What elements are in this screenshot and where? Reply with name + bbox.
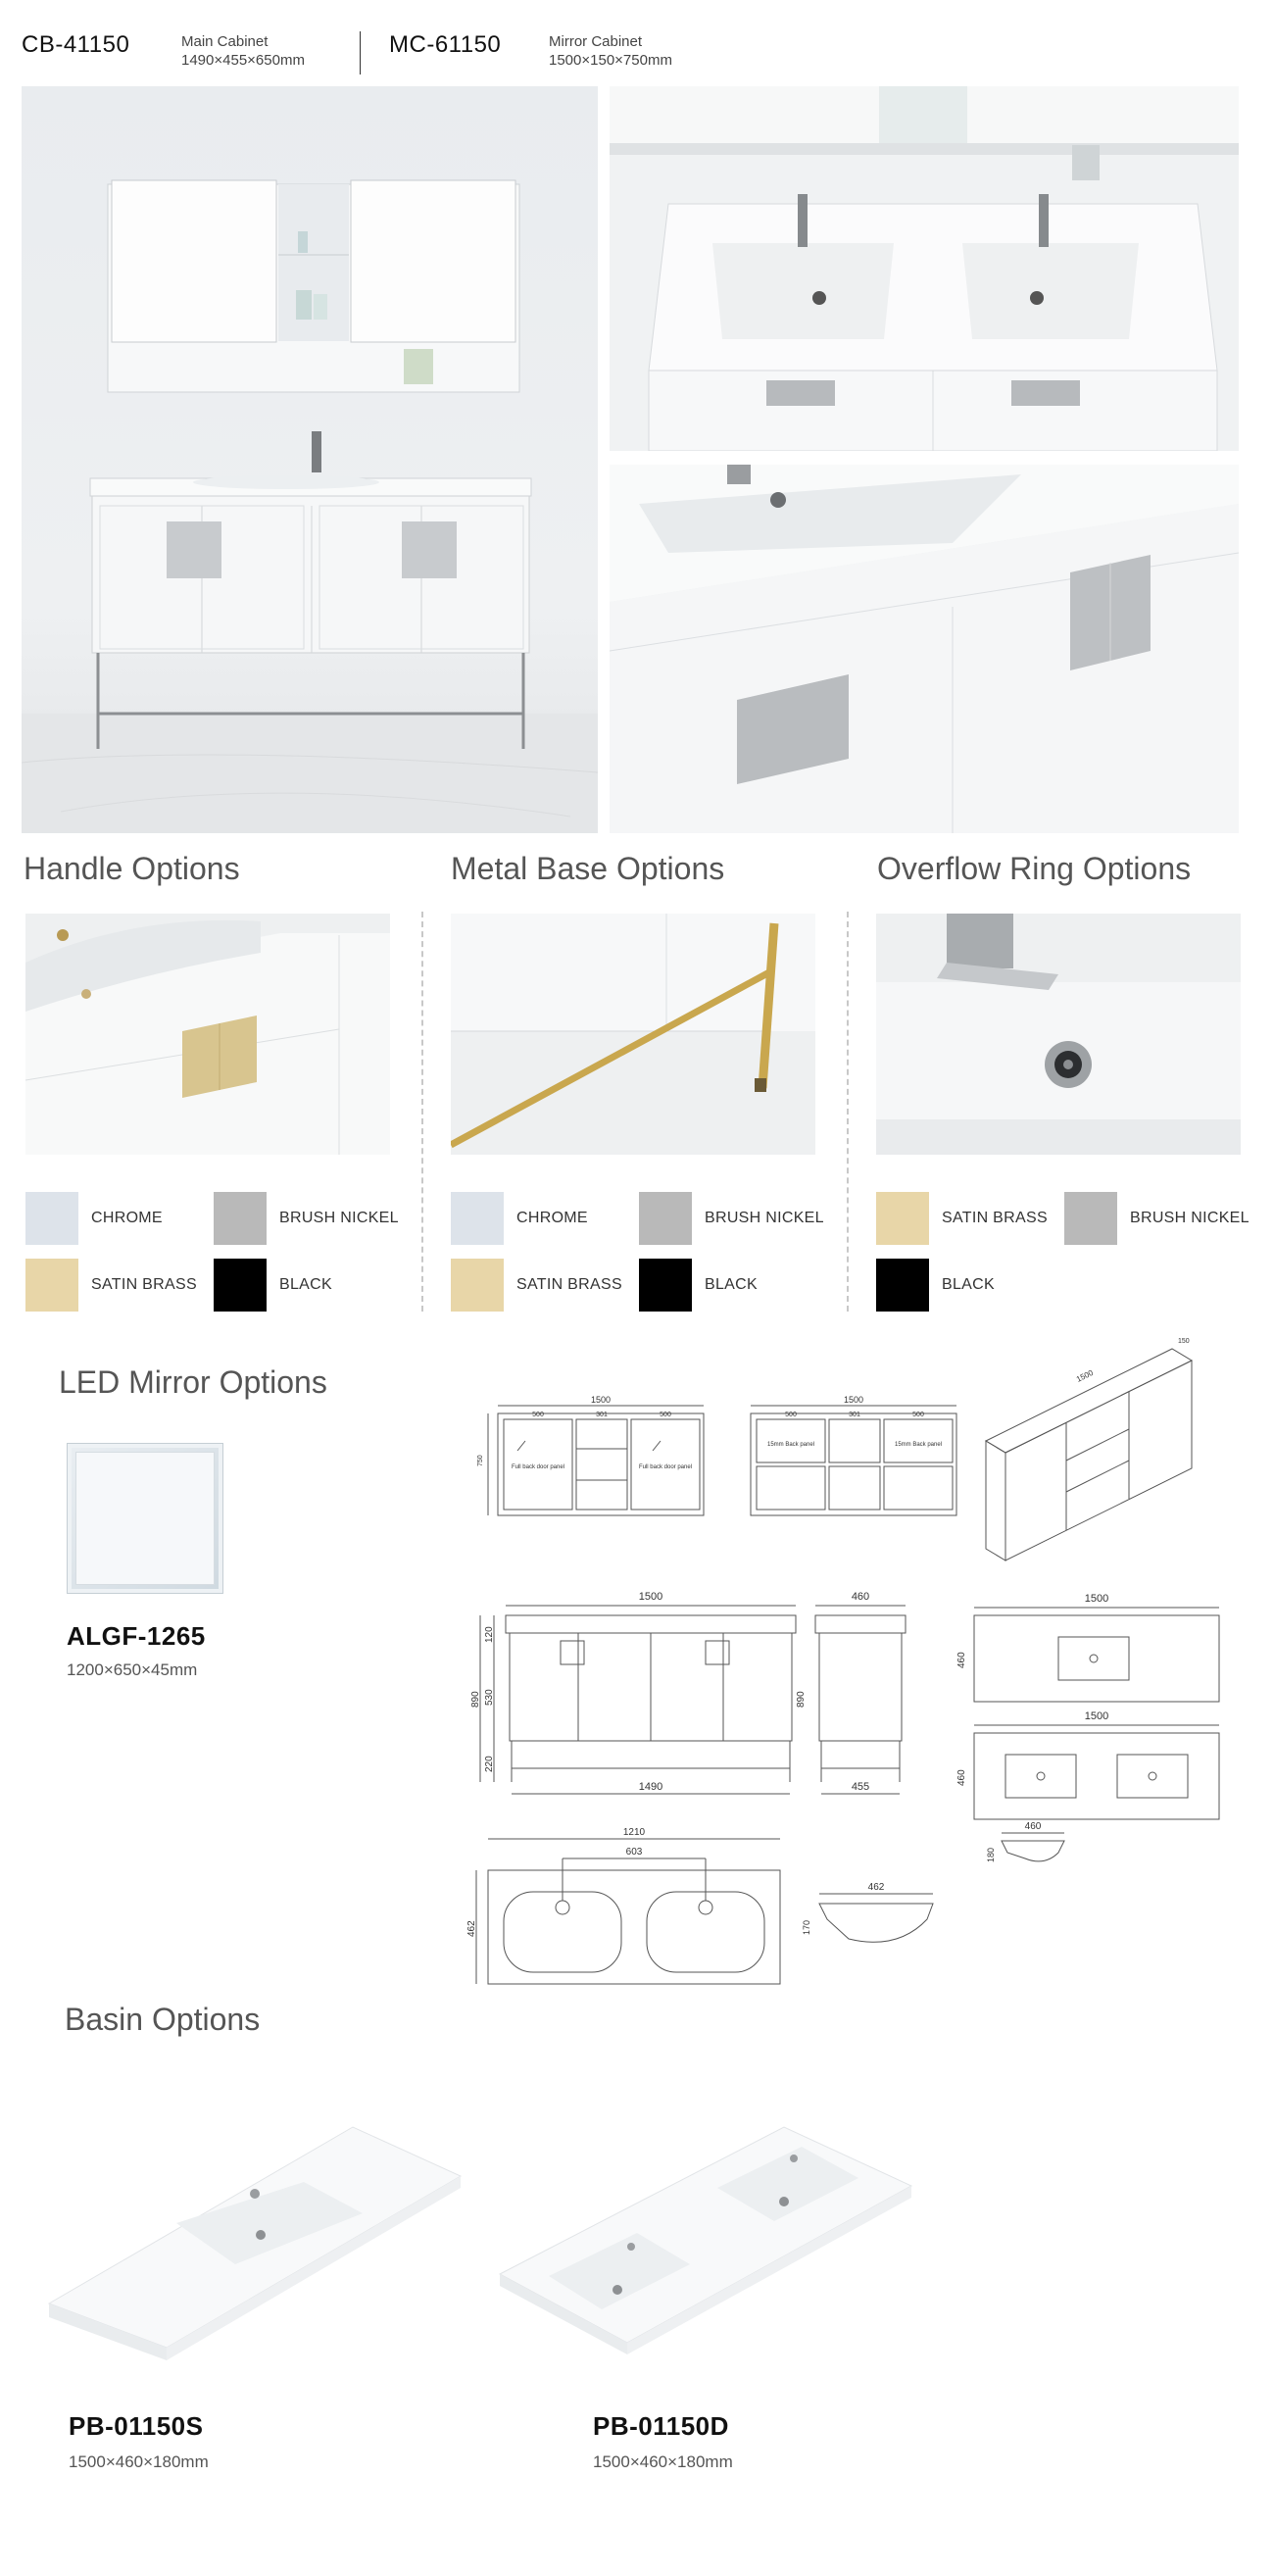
cabinet-spec — [181, 32, 305, 70]
overflow-option-photo — [876, 914, 1241, 1155]
mirror-back-width-right: 500 — [912, 1412, 924, 1418]
base-swatch-black-label: BLACK — [705, 1276, 758, 1293]
basin-double-image — [490, 2107, 921, 2372]
drawing-basin-section — [1002, 1833, 1064, 1861]
mirror-back-width-left: 500 — [785, 1412, 797, 1418]
handle-option-photo — [25, 914, 390, 1155]
handle-options-title: Handle Options — [24, 851, 240, 886]
mirror-panel-text-right: Full back door panel — [638, 1464, 693, 1470]
side-depth-top: 460 — [851, 1591, 870, 1603]
options-divider-1 — [421, 912, 423, 1312]
cabinet-height-bottom: 220 — [484, 1756, 495, 1772]
iso-width: 1500 — [1074, 1367, 1095, 1384]
basin-section-height: 180 — [986, 1847, 996, 1862]
handle-swatch-black-label: BLACK — [279, 1276, 332, 1293]
drawing-mirror-iso — [986, 1349, 1192, 1560]
cabinet-label: Main Cabinet — [181, 33, 269, 50]
mirror-dims: 1500×150×750mm — [549, 52, 672, 69]
brass-handle-illustration — [25, 914, 390, 1155]
basin-single-width: 1500 — [1084, 1593, 1109, 1605]
double-depth: 462 — [466, 1920, 477, 1937]
cabinet-code: CB-41150 — [22, 31, 130, 58]
drawing-double-bowl-top — [476, 1839, 780, 1984]
base-swatch-brush-nickel[interactable] — [639, 1192, 692, 1245]
side-height: 890 — [796, 1691, 807, 1708]
basin-options-title: Basin Options — [65, 2002, 261, 2037]
side-depth-bottom: 455 — [851, 1781, 870, 1793]
handle-swatch-brush-nickel-label: BRUSH NICKEL — [279, 1210, 399, 1226]
led-mirror-dims: 1200×650×45mm — [67, 1660, 198, 1679]
basin-single-depth: 460 — [956, 1652, 967, 1668]
drawing-basin-single-top — [974, 1608, 1219, 1702]
basin-single-dims: 1500×460×180mm — [69, 2452, 209, 2471]
technical-drawings — [466, 1304, 1250, 2002]
drawing-mirror-back — [751, 1406, 956, 1515]
double-basin-photo — [610, 86, 1239, 451]
handle-swatch-black[interactable] — [214, 1259, 267, 1312]
cabinet-top-width: 1500 — [638, 1591, 663, 1603]
mirror-spec — [549, 32, 672, 70]
base-options-title: Metal Base Options — [451, 851, 725, 886]
brass-base-illustration — [451, 914, 815, 1155]
overflow-swatch-satin-brass[interactable] — [876, 1192, 929, 1245]
mirror-front-width: 1500 — [590, 1395, 612, 1405]
handle-closeup-photo — [610, 465, 1239, 833]
header-divider — [360, 31, 361, 74]
double-basin-illustration — [610, 86, 1239, 451]
cabinet-dims: 1490×455×650mm — [181, 52, 305, 69]
base-option-photo — [451, 914, 815, 1155]
mirror-back-width-center: 301 — [849, 1412, 860, 1418]
led-mirror-model: ALGF-1265 — [67, 1621, 206, 1651]
base-swatch-satin-brass-label: SATIN BRASS — [516, 1276, 622, 1293]
mirror-side-height: 750 — [477, 1455, 484, 1466]
mirror-inner-width-right: 500 — [660, 1412, 671, 1418]
bowl-section-height: 170 — [802, 1919, 811, 1935]
handle-swatch-brush-nickel[interactable] — [214, 1192, 267, 1245]
drawing-cabinet-front — [480, 1606, 796, 1794]
cabinet-height-mid: 530 — [484, 1689, 495, 1706]
cabinet-total-height: 890 — [470, 1691, 481, 1708]
led-mirror-title: LED Mirror Options — [59, 1364, 327, 1400]
cabinet-height-top: 120 — [484, 1626, 495, 1643]
mirror-panel-text-left: Full back door panel — [511, 1464, 565, 1470]
basin-section-width: 460 — [1024, 1821, 1042, 1832]
drawing-bowl-section — [819, 1894, 933, 1942]
drawing-cabinet-side — [815, 1606, 906, 1794]
basin-double-depth: 460 — [956, 1769, 967, 1786]
base-swatch-chrome-label: CHROME — [516, 1210, 588, 1226]
overflow-swatch-brush-nickel-label: BRUSH NICKEL — [1130, 1210, 1250, 1226]
handle-swatch-chrome[interactable] — [25, 1192, 78, 1245]
mirror-code: MC-61150 — [389, 31, 502, 58]
handle-swatch-satin-brass[interactable] — [25, 1259, 78, 1312]
double-overall-width: 1210 — [622, 1827, 646, 1838]
mirror-inner-width-left: 500 — [532, 1412, 544, 1418]
overflow-swatch-black-label: BLACK — [942, 1276, 995, 1293]
cabinet-bottom-width: 1490 — [638, 1781, 663, 1793]
drawing-basin-double-top — [974, 1725, 1219, 1819]
basin-single-model: PB-01150S — [69, 2411, 204, 2441]
mirror-back-text-left: 15mm Back panel — [766, 1442, 815, 1448]
options-divider-2 — [847, 912, 849, 1312]
mirror-back-width: 1500 — [843, 1395, 864, 1405]
drawing-mirror-front — [488, 1406, 704, 1515]
handle-swatch-satin-brass-label: SATIN BRASS — [91, 1276, 197, 1293]
basin-single-image — [39, 2107, 470, 2372]
led-mirror-image — [67, 1443, 223, 1594]
basin-double-model: PB-01150D — [593, 2411, 729, 2441]
basin-double-width: 1500 — [1084, 1710, 1109, 1722]
mirror-inner-width-center: 301 — [596, 1412, 608, 1418]
cabinet-illustration — [22, 86, 598, 833]
overflow-swatch-brush-nickel[interactable] — [1064, 1192, 1117, 1245]
iso-depth: 150 — [1178, 1338, 1190, 1345]
mirror-label: Mirror Cabinet — [549, 33, 643, 50]
base-swatch-chrome[interactable] — [451, 1192, 504, 1245]
overflow-ring-illustration — [876, 914, 1241, 1155]
basin-double-dims: 1500×460×180mm — [593, 2452, 733, 2471]
overflow-swatch-satin-brass-label: SATIN BRASS — [942, 1210, 1048, 1226]
overflow-options-title: Overflow Ring Options — [877, 851, 1192, 886]
base-swatch-brush-nickel-label: BRUSH NICKEL — [705, 1210, 824, 1226]
mirror-back-text-right: 15mm Back panel — [894, 1442, 943, 1448]
main-product-photo — [22, 86, 598, 833]
handle-closeup-illustration — [610, 465, 1239, 833]
handle-swatch-chrome-label: CHROME — [91, 1210, 163, 1226]
bowl-section-width: 462 — [867, 1882, 885, 1893]
double-center-spacing: 603 — [625, 1847, 643, 1858]
